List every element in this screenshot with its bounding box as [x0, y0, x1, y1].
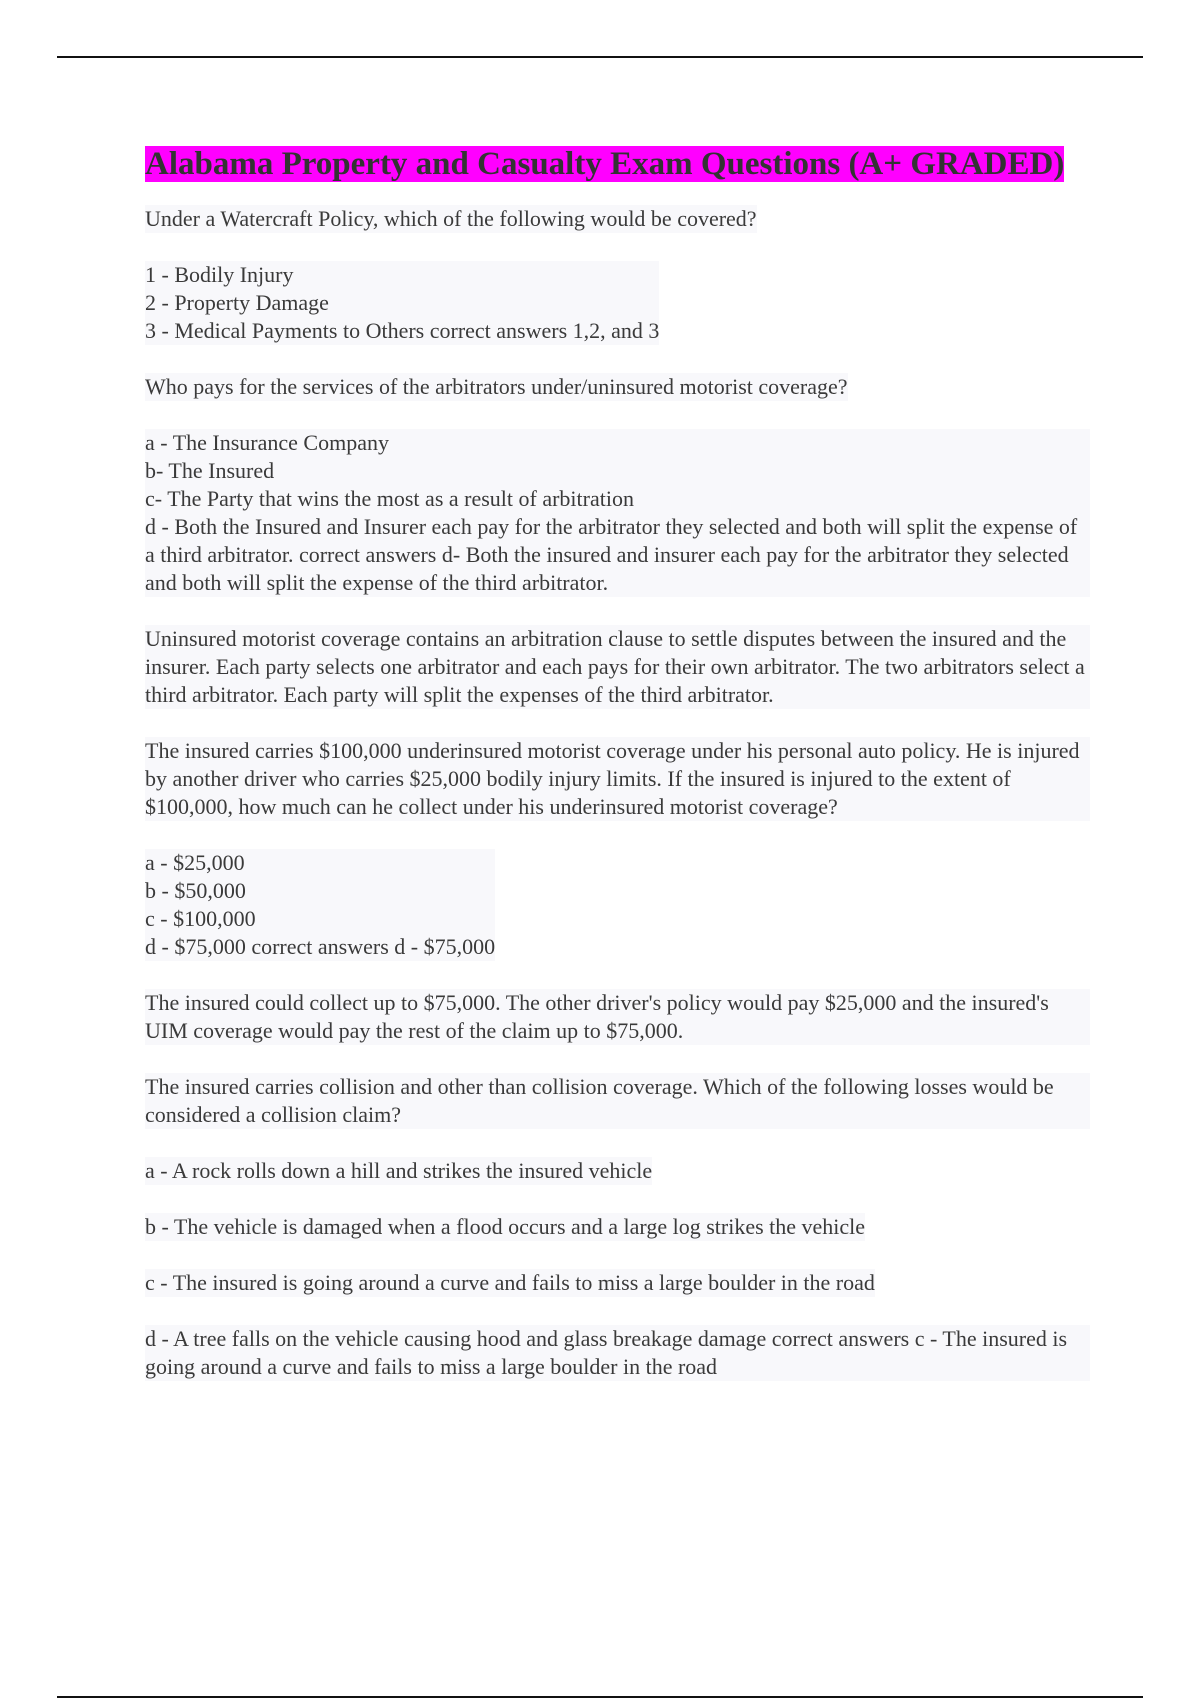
text-block: [145, 205, 1090, 233]
text-line: a - $25,000: [145, 850, 245, 875]
text-paragraph: [145, 429, 1090, 597]
document-body: [145, 143, 1090, 1409]
text-line: d - A tree falls on the vehicle causing hood and glass breakage damage correct answers c - The insured is going around a curve and fails to miss a large boulder in the road: [145, 1326, 1068, 1379]
text-line: 2 - Property Damage: [145, 290, 329, 315]
text-block: [145, 429, 1090, 597]
text-paragraph: [145, 373, 848, 401]
text-block: [145, 1325, 1090, 1381]
text-line: d - $75,000 correct answers d - $75,000: [145, 934, 496, 959]
text-line: a - The Insurance Company: [145, 430, 389, 455]
text-line: c - $100,000: [145, 906, 256, 931]
text-block: [145, 849, 1090, 961]
text-line: Under a Watercraft Policy, which of the following would be covered?: [145, 206, 757, 231]
document-title: [145, 143, 1090, 185]
text-block: [145, 1269, 1090, 1297]
text-block: [145, 625, 1090, 709]
text-paragraph: [145, 261, 659, 345]
text-block: [145, 261, 1090, 345]
text-line: a - A rock rolls down a hill and strikes the insured vehicle: [145, 1158, 653, 1183]
text-line: b- The Insured: [145, 458, 275, 483]
text-line: The insured carries collision and other than collision coverage. Which of the following losses would be considered a collision claim?: [145, 1074, 1054, 1127]
text-block: [145, 1157, 1090, 1185]
text-paragraph: [145, 1073, 1090, 1129]
text-paragraph: [145, 1213, 865, 1241]
text-block: [145, 1073, 1090, 1129]
text-line: 1 - Bodily Injury: [145, 262, 294, 287]
text-line: Uninsured motorist coverage contains an arbitration clause to settle disputes between the insured and the insurer. Each party selects one arbitrator and each pays for their own arbitrator. The two arbitrators select a third arbitrator. Each party will split the expenses of the third arbitrator.: [145, 626, 1085, 707]
question-blocks: [145, 205, 1090, 1381]
text-block: [145, 737, 1090, 821]
bottom-rule: [57, 1696, 1143, 1698]
text-line: b - The vehicle is damaged when a flood occurs and a large log strikes the vehicle: [145, 1214, 866, 1239]
text-paragraph: [145, 849, 495, 961]
text-paragraph: [145, 625, 1090, 709]
text-block: [145, 1213, 1090, 1241]
text-line: c - The insured is going around a curve and fails to miss a large boulder in the road: [145, 1270, 875, 1295]
text-paragraph: [145, 737, 1090, 821]
document-title-text: Alabama Property and Casualty Exam Questions (A+ GRADED): [145, 146, 1065, 182]
text-paragraph: [145, 205, 757, 233]
text-line: The insured carries $100,000 underinsured motorist coverage under his personal auto policy. He is injured by another driver who carries $25,000 bodily injury limits. If the insured is injured to the extent of $100,000, how much can he collect under his underinsured motorist coverage?: [145, 738, 1080, 819]
text-paragraph: [145, 1157, 652, 1185]
text-line: The insured could collect up to $75,000. The other driver's policy would pay $25,000 and the insured's UIM coverage would pay the rest of the claim up to $75,000.: [145, 990, 1049, 1043]
text-line: Who pays for the services of the arbitrators under/uninsured motorist coverage?: [145, 374, 848, 399]
text-block: [145, 989, 1090, 1045]
text-paragraph: [145, 1269, 875, 1297]
text-paragraph: [145, 989, 1090, 1045]
text-block: [145, 373, 1090, 401]
top-rule: [57, 56, 1143, 58]
text-paragraph: [145, 1325, 1090, 1381]
text-line: c- The Party that wins the most as a result of arbitration: [145, 486, 634, 511]
text-line: d - Both the Insured and Insurer each pay for the arbitrator they selected and both will split the expense of a third arbitrator. correct answers d- Both the insured and insurer each pay for the arbitrator they selected and both will split the expense of the third arbitrator.: [145, 514, 1078, 595]
text-line: b - $50,000: [145, 878, 246, 903]
text-line: 3 - Medical Payments to Others correct answers 1,2, and 3: [145, 318, 660, 343]
